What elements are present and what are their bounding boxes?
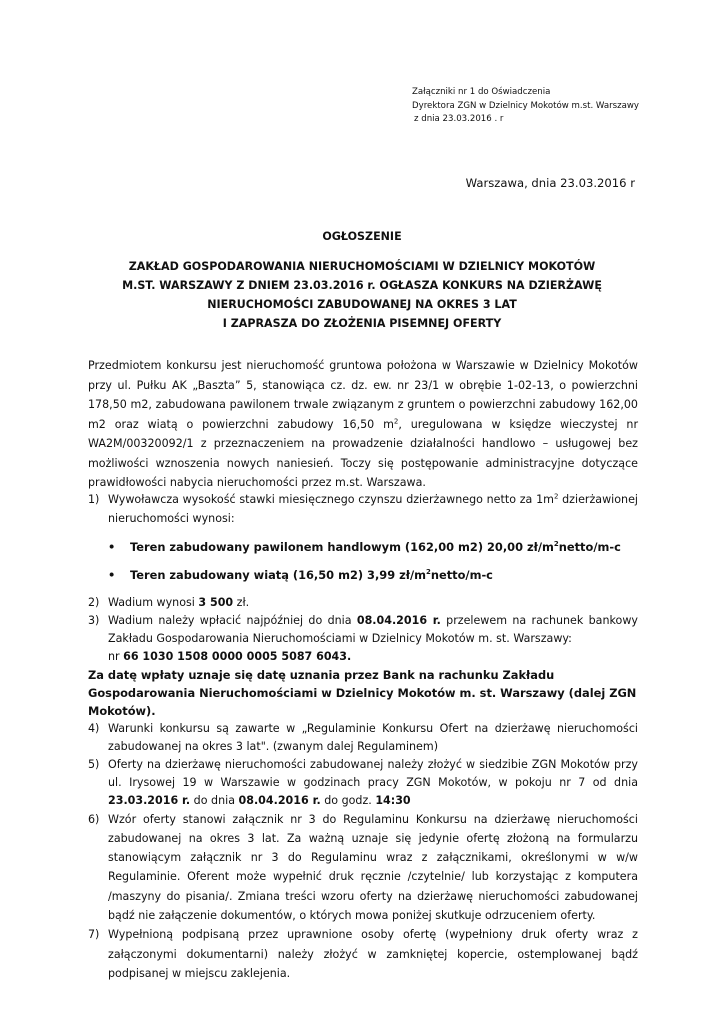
heading-line-4: I ZAPRASZA DO ZŁOŻENIA PISEMNEJ OFERTY	[222, 317, 502, 330]
item-text: Wypełnioną podpisaną przez uprawnione osoby ofertę (wypełniony druk oferty wraz z załączonymi dokumentarni) należy złożyć w zamkniętej kopercie, ostemplowanej bądź podpisanej w miejscu zaklejenia.	[108, 928, 638, 980]
item-text: Oferty na dzierżawę nieruchomości zabudowanej należy złożyć w siedzibie ZGN Mokotów przy ul. Irysowej 19 w Warszawie w godzinach pracy ZGN Mokotów, w pokoju nr 7 od dnia	[108, 757, 638, 789]
item-text: dzierżawionej nieruchomości wynosi:	[108, 493, 638, 526]
bullet-item-pavilion	[108, 538, 638, 557]
item-text: przelewem na rachunek bankowy Zakładu Gospodarowania Nieruchomościami w Dzielnicy Mokotów m. st. Warszawy:	[108, 613, 638, 645]
bullet-item-shelter	[108, 566, 638, 585]
item-text: Wadium należy wpłacić najpóźniej do dnia	[108, 613, 357, 627]
announcement-heading	[88, 227, 636, 333]
attachment-line-3: z dnia 23.03.2016 . r	[414, 114, 504, 125]
item-superscript: 2	[553, 492, 559, 501]
heading-line-2: M.ST. WARSZAWY Z DNIEM 23.03.2016 r. OGŁASZA KONKURS NA DZIERŻAWĘ	[122, 279, 602, 292]
item-text: Wadium wynosi	[108, 595, 199, 609]
list-item-2	[88, 594, 638, 612]
deposit-amount: 3 500	[198, 595, 234, 609]
intro-superscript: 2	[393, 416, 399, 425]
rate-bullets	[88, 538, 638, 585]
bullet-text: netto/m-c	[430, 567, 493, 582]
item-text: do dnia	[190, 793, 239, 807]
attachment-line-2: Dyrektora ZGN w Dzielnicy Mokotów m.st. Warszawy	[412, 100, 640, 111]
bullet-text: Teren zabudowany wiatą (16,50 m2) 3,99 zł/m	[130, 567, 426, 582]
announcement-title: OGŁOSZENIE	[322, 230, 402, 243]
attachment-note	[412, 86, 639, 127]
list-item-7	[88, 925, 638, 983]
list-item-6	[88, 810, 638, 926]
intro-text-2: , uregulowana w księdze wieczystej nr WA2M/00320092/1 z przeznaczeniem na prowadzenie działalności handlowo – usługowej bez możliwości wznoszenia nowych naniesień. Toczy się postępowanie administracyjne dotyczące prawidłowości nabycia nieruchomości przez m.st. Warszawa.	[88, 417, 639, 489]
list-item-3	[88, 612, 638, 666]
item-number: 6)	[88, 812, 100, 826]
list-item-4	[88, 720, 638, 756]
offer-deadline-time: 14:30	[375, 793, 411, 807]
bullet-superscript: 2	[553, 539, 559, 548]
item-number: 4)	[88, 721, 100, 735]
item-number: 3)	[88, 613, 100, 627]
bullet-icon: •	[108, 539, 116, 554]
place-date: Warszawa, dnia 23.03.2016 r	[465, 176, 635, 190]
bullet-superscript: 2	[426, 567, 431, 576]
intro-text-1: Przedmiotem konkursu jest nieruchomość gruntowa położona w Warszawie w Dzielnicy Mokotów przy ul. Pułku AK „Baszta” 5, stanowiąca cz. dz. ew. nr 23/1 w obrębie 1-02-13, o powierzchni 178,50 m2, zabudowana pawilonem trwale związanym z gruntem o powierzchni zabudowy 162,00 m2 oraz wiatą o powierzchni zabudowy 16,50 m	[88, 359, 638, 431]
bank-account-number: 66 1030 1508 0000 0005 5087 6043.	[123, 649, 352, 663]
offer-end-date: 08.04.2016 r.	[238, 793, 321, 807]
item-text: Wzór oferty stanowi załącznik nr 3 do Regulaminu Konkursu na dzierżawę nieruchomości zabudowanej na okres 3 lat. Za ważną uznaje się jedynie ofertę złożoną na formularzu stanowiącym załącznik nr 3 do Regulaminu wraz z załącznikami, określonymi w w/w Regulaminie. Oferent może wypełnić druk ręcznie /czytelnie/ lub korzystając z komputera /maszyny do pisania/. Zmiana treści wzoru oferty na dzierżawę nieruchomości zabudowanej bądź nie załączenie dokumentów, o których mowa poniżej skutkuje odrzuceniem oferty.	[108, 812, 638, 923]
item-number: 1)	[88, 493, 100, 506]
bullet-icon: •	[108, 567, 116, 582]
deposit-deadline: 08.04.2016 r.	[356, 613, 441, 627]
bullet-text: netto/m-c	[558, 539, 621, 554]
item-text: zł.	[233, 595, 250, 609]
payment-notice: Za datę wpłaty uznaje się datę uznania przez Bank na rachunku Zakładu Gospodarowania Nieruchomościami w Dzielnicy Mokotów m. st. Warszawy (dalej ZGN Mokotów).	[88, 667, 637, 718]
heading-line-3: NIERUCHOMOŚCI ZABUDOWANEJ NA OKRES 3 LAT	[207, 298, 517, 311]
item-text: Wywoławcza wysokość stawki miesięcznego czynszu dzierżawnego netto za 1m	[108, 493, 554, 506]
item-text: Warunki konkursu są zawarte w „Regulaminie Konkursu Ofert na dzierżawę nieruchomości zabudowanej na okres 3 lat". (zwanym dalej Regulaminem)	[108, 721, 638, 753]
list-item-1	[88, 490, 638, 529]
conditions-list	[88, 490, 638, 983]
intro-paragraph	[88, 356, 638, 493]
item-text: do godz.	[320, 793, 376, 807]
list-item-5	[88, 756, 638, 810]
item-number: 2)	[88, 595, 100, 609]
offer-start-date: 23.03.2016 r.	[108, 793, 191, 807]
heading-line-1: ZAKŁAD GOSPODAROWANIA NIERUCHOMOŚCIAMI W DZIELNICY MOKOTÓW	[128, 260, 596, 273]
bullet-text: Teren zabudowany pawilonem handlowym (162,00 m2) 20,00 zł/m	[130, 539, 554, 554]
item-number: 7)	[88, 928, 100, 942]
item-number: 5)	[88, 757, 100, 771]
account-label: nr	[108, 649, 124, 663]
attachment-line-1: Załączniki nr 1 do Oświadczenia	[412, 87, 551, 97]
